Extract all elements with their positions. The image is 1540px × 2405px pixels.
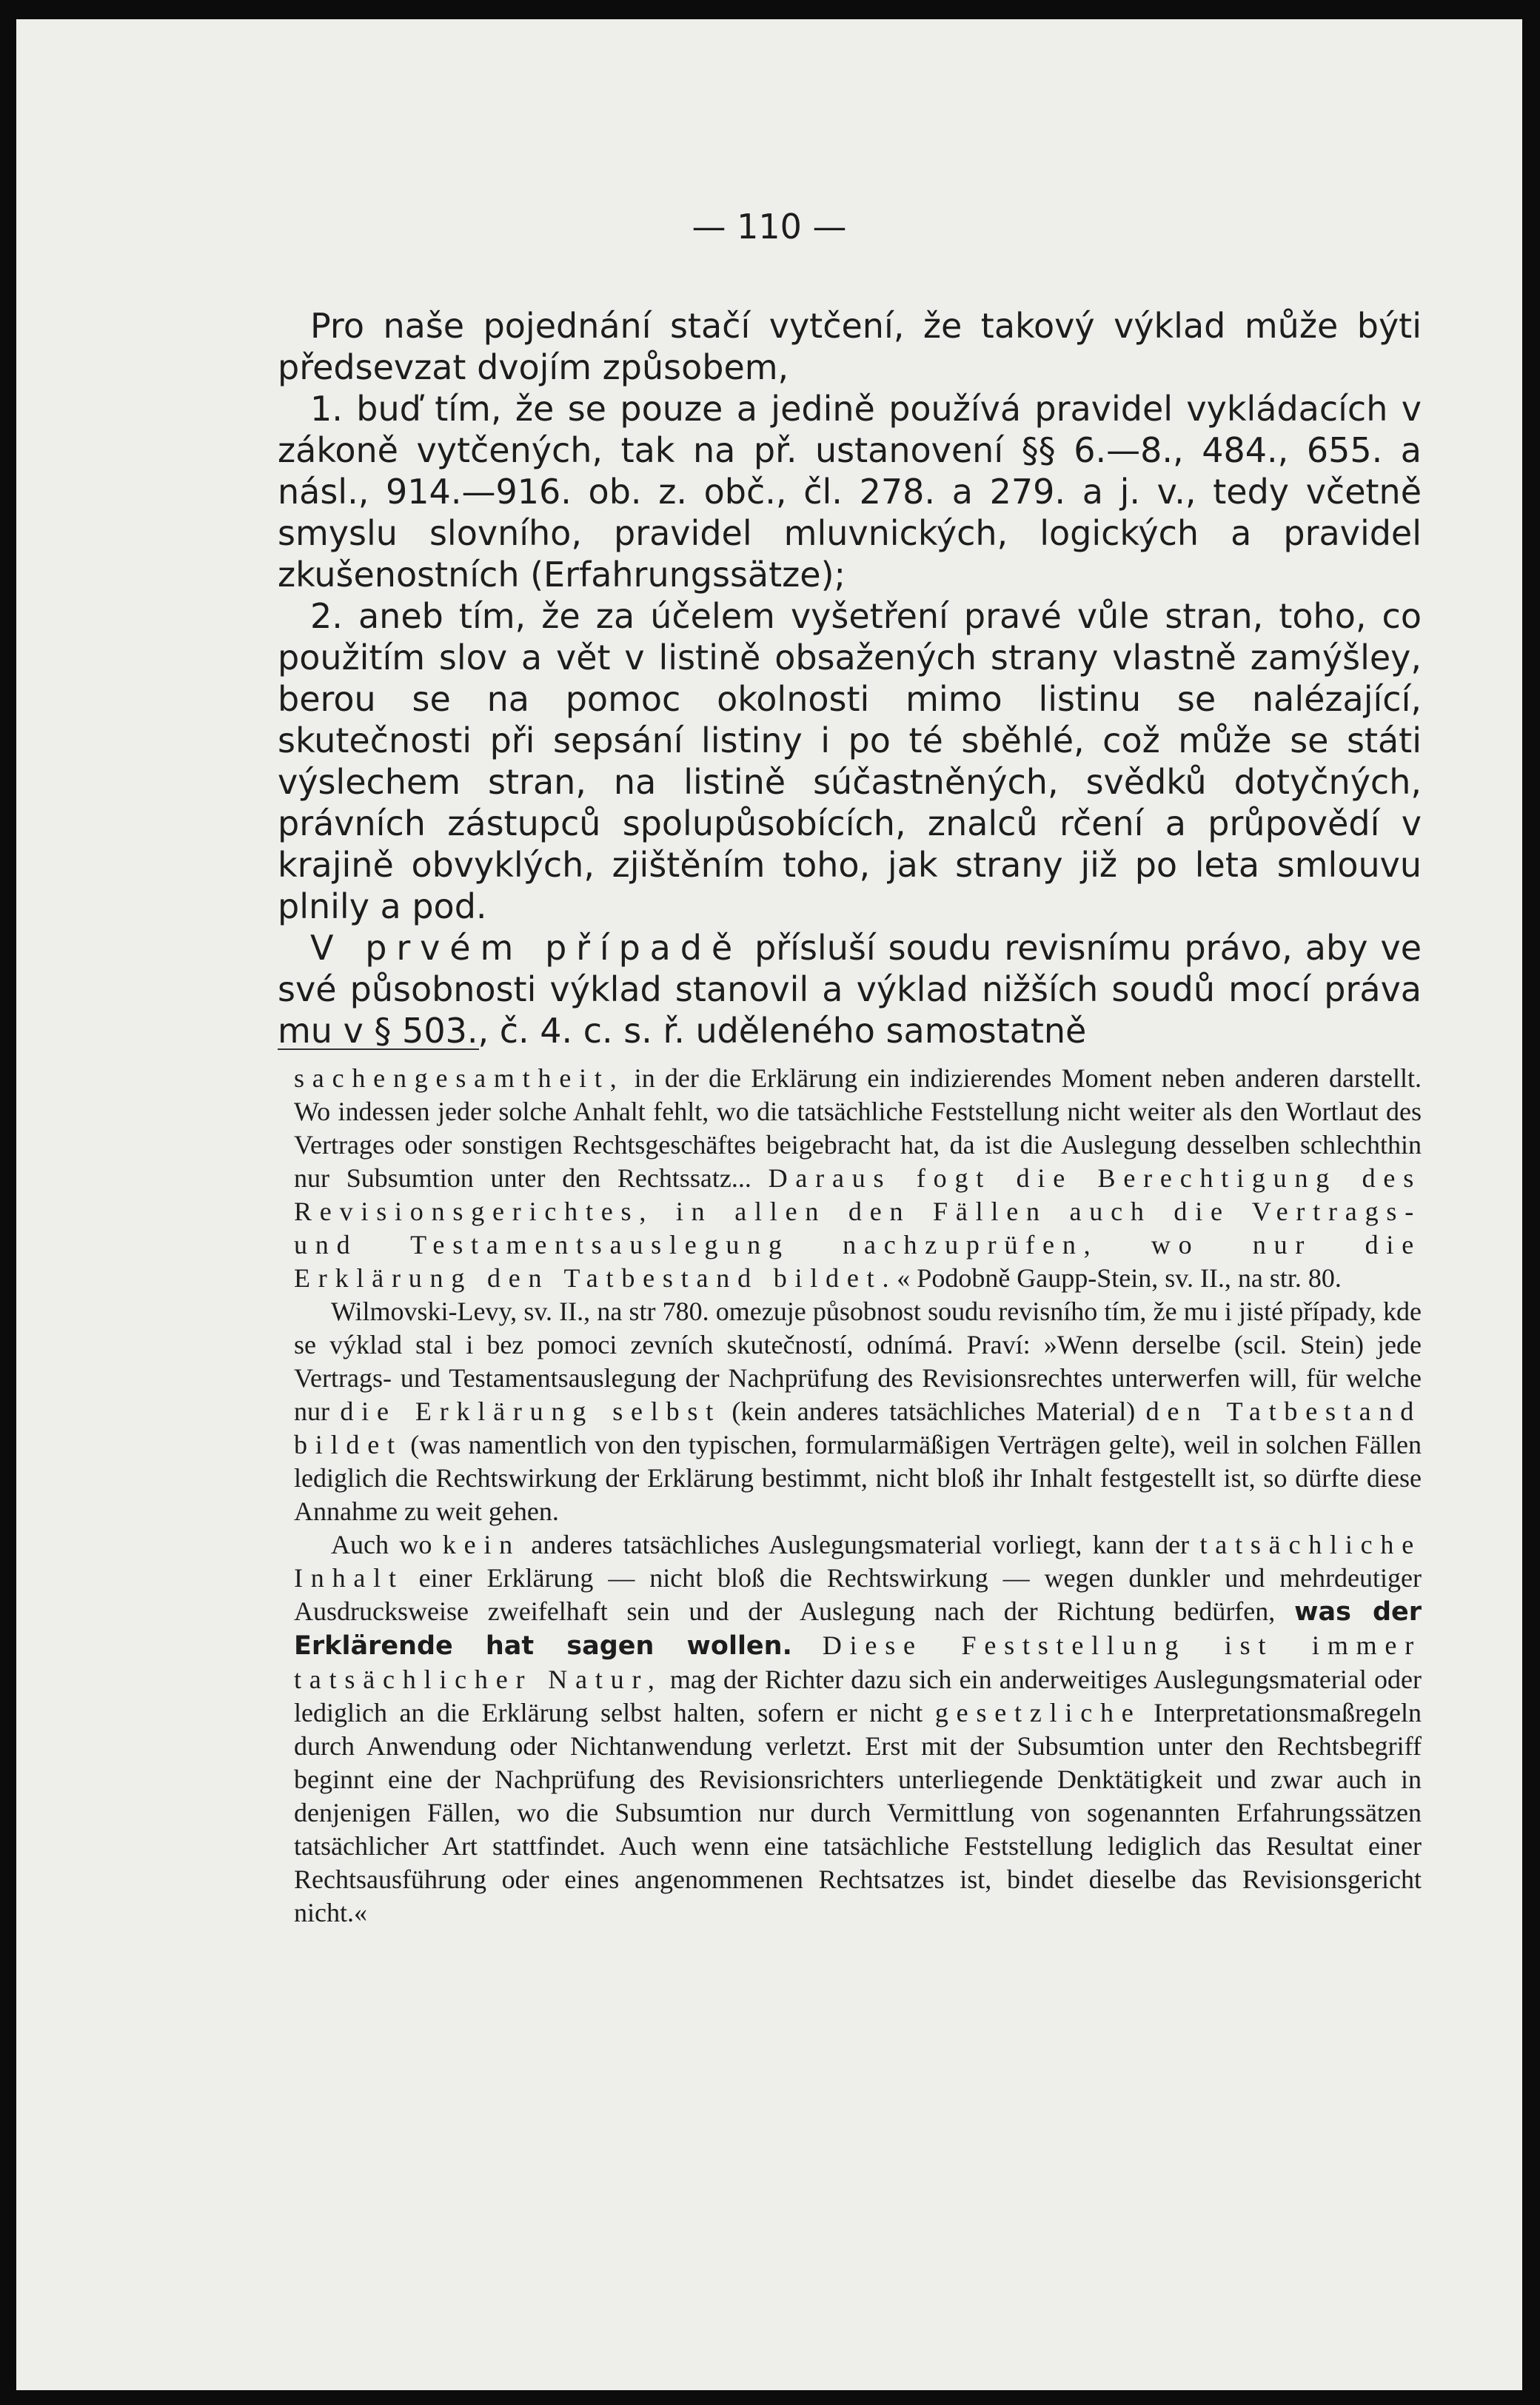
paragraph-2: 1. buď tím, že se pouze a jedině používá pravidel vykládacích v zákoně vytčených, tak na př. ustanovení §§ 6.—8., 484., 655. a násl., 914.—916. ob. z. obč., čl. 278. a 279. a j. v., tedy včetně smyslu slovního, pravidel mluvnických, logických a pravidel zkušenostních (Erfahrungssätze);: [278, 389, 1422, 595]
paragraph-3: 2. aneb tím, že za účelem vyšetření pravé vůle stran, toho, co použitím slov a vět v listině obsažených strany vlastně zamýšley, berou se na pomoc okolnosti mimo listinu se nalézající, skutečnosti při sepsání listiny i po té sběhlé, což může se státi výslechem stran, na listině súčastněných, svědků dotyčných, právních zástupců spolupůsobících, znalců rčení a průpovědí v krajině obvyklých, zjištěním toho, jak strany již po leta smlouvu plnily a pod.: [278, 596, 1422, 926]
paragraph-4-text: přísluší soudu revisnímu právo, aby ve své působnosti výklad stanovil a výklad nižších soudů mocí práva mu v § 503., č. 4. c. s. ř. uděleného samostatně: [278, 928, 1422, 1051]
page-number: — 110 —: [692, 207, 847, 247]
footnote-text: (was namentlich von den typischen, formularmäßigen Verträgen gelte), weil in solchen Fällen lediglich die Rechtswirkung der Erklärung bestimmt, nicht bloß ihr Inhalt festgestellt ist, so dürfte diese Annahme zu weit gehen.: [294, 1430, 1422, 1526]
footnote-text: [792, 1630, 823, 1660]
spaced-emphasis: gesetzliche: [934, 1698, 1142, 1727]
spaced-emphasis: kein: [442, 1530, 520, 1559]
spaced-emphasis: den Tatbestand bildet: [294, 1396, 1422, 1459]
footnote-text: einer Erklärung — nicht bloß die Rechtswirkung — wegen dunkler und mehrdeutiger Ausdrucksweise zweifelhaft sein und der Auslegung nach der Richtung bedürfen,: [294, 1563, 1422, 1626]
spaced-emphasis: V prvém případě: [310, 928, 743, 968]
footnote-1: [294, 1062, 1422, 1295]
spaced-emphasis: sachengesamtheit,: [294, 1063, 625, 1093]
spaced-emphasis: die Erklärung selbst: [340, 1396, 722, 1426]
page-sheet: [16, 19, 1522, 2390]
spaced-emphasis: Daraus fogt die Berechtigung des Revisionsgerichtes, in allen den Fällen auch die Vertrags- und Testamentsauslegung nachzuprüfen, wo nur die Erklärung den Tatbestand bildet.: [294, 1163, 1422, 1293]
main-text: [278, 305, 1422, 1051]
spaced-emphasis: tatsächliche Inhalt: [294, 1530, 1422, 1593]
paragraph-4: [278, 927, 1422, 1051]
footnote-text: anderes tatsächliches Auslegungsmaterial vorliegt, kann der: [520, 1530, 1200, 1559]
footnote-3: [294, 1528, 1422, 1930]
footnote-text: mag der Richter dazu sich ein anderweitiges Auslegungsmaterial oder lediglich an die Erklärung selbst halten, sofern er nicht: [294, 1665, 1422, 1727]
footnote-text: in der die Erklärung ein indizierendes Moment neben anderen darstellt. Wo indessen jeder solche Anhalt fehlt, wo die tatsächliche Feststellung nicht weiter als den Wortlaut des Vertrages oder sonstigen Rechtsgeschäftes beigebracht hat, da ist die Auslegung desselben schlechthin nur Subsumtion unter den Rechtssatz...: [294, 1063, 1422, 1193]
footnote-2: [294, 1295, 1422, 1528]
footnote-text: Auch wo: [331, 1530, 443, 1559]
bold-emphasis: was der Erklärende hat sagen wollen.: [294, 1597, 1422, 1661]
footnotes: [294, 1062, 1422, 1930]
paragraph-1: Pro naše pojednání stačí vytčení, že takový výklad může býti předsevzat dvojím způsobem,: [278, 306, 1422, 387]
spaced-emphasis: Diese Feststellung ist immer tatsächlicher Natur,: [294, 1630, 1422, 1694]
footnote-text: Interpretationsmaßregeln durch Anwendung oder Nichtanwendung verletzt. Erst mit der Subsumtion unter den Rechtsbegriff beginnt eine der Nachprüfung des Revisionsrichters unterliegende Denktätigkeit und zwar auch in denjenigen Fällen, wo die Subsumtion nur durch Vermittlung von sogenannten Erfahrungssätzen tatsächlicher Art stattfindet. Auch wenn eine tatsächliche Feststellung lediglich das Resultat einer Rechtsausführung oder eines angenommenen Rechtsatzes ist, bindet dieselbe das Revisionsgericht nicht.«: [294, 1698, 1422, 1927]
footnote-text: (kein anderes tatsächliches Material): [721, 1396, 1146, 1426]
footnote-text: « Podobně Gaupp-Stein, sv. II., na str. 80.: [897, 1263, 1342, 1293]
footnote-text: Wilmovski-Levy, sv. II., na str 780. omezuje působnost soudu revisního tím, že mu i jisté případy, kde se výklad stal i bez pomoci zevních skutečností, odnímá. Praví: »Wenn derselbe (scil. Stein) jede Vertrags- und Testamentsauslegung der Nachprüfung des Revisionsrechtes unterwerfen will, für welche nur: [294, 1297, 1422, 1426]
footnote-divider: [278, 1048, 479, 1050]
